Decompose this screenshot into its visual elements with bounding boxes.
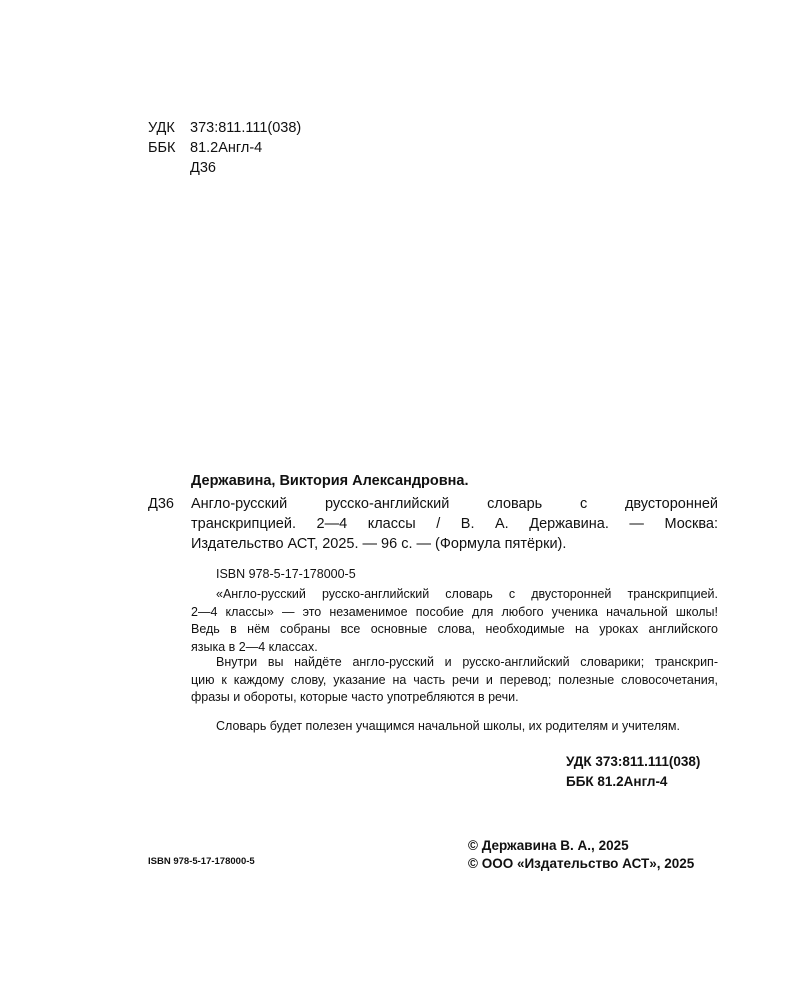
copyright-author: © Державина В. А., 2025: [468, 838, 629, 853]
bbk-row: [148, 138, 262, 158]
annotation-line: Ведь в нём собраны все основные слова, необходимые на уроках английского: [191, 622, 718, 636]
udk-label: УДК: [148, 120, 175, 136]
udk-row: [148, 118, 301, 138]
annotation-paragraph-1: [191, 586, 718, 656]
title-line: транскрипцией. 2—4 классы / В. А. Державина. — Москва:: [191, 516, 718, 532]
isbn-bottom: ISBN 978-5-17-178000-5: [148, 856, 255, 867]
catalog-mark: Д36: [148, 496, 174, 512]
annotation-paragraph-2: [191, 654, 718, 707]
title-description: [191, 494, 718, 554]
author-name: Державина, Виктория Александровна.: [191, 473, 469, 489]
title-line: Англо-русский русско-английский словарь с двусторонней: [191, 496, 718, 512]
bbk-bottom: ББК 81.2Англ-4: [566, 774, 668, 789]
annotation-line: цию к каждому слову, указание на часть речи и перевод; полезные словосочетания,: [191, 672, 718, 687]
annotation-line: Внутри вы найдёте англо-русский и русско-английский словарики; транскрип-: [216, 655, 718, 669]
udk-value: 373:811.111(038): [190, 120, 302, 136]
isbn: ISBN 978-5-17-178000-5: [216, 567, 356, 581]
title-line: Издательство АСТ, 2025. — 96 с. — (Формула пятёрки).: [191, 536, 567, 552]
author-mark: Д36: [190, 160, 216, 176]
annotation-line: «Англо-русский русско-английский словарь с двусторонней транскрипцией.: [216, 587, 718, 601]
udk-bottom: УДК 373:811.111(038): [566, 754, 701, 769]
annotation-line: 2—4 классы» — это незаменимое пособие для любого ученика начальной школы!: [191, 604, 718, 619]
bbk-label: ББК: [148, 140, 176, 156]
annotation-line: фразы и обороты, которые часто употребляются в речи.: [191, 690, 519, 704]
annotation-line: языка в 2—4 классах.: [191, 639, 318, 654]
author-mark-row: [148, 158, 216, 178]
bbk-value: 81.2Англ-4: [190, 140, 263, 156]
annotation-paragraph-3: Словарь будет полезен учащимся начальной школы, их родителям и учителям.: [216, 719, 680, 733]
copyright-publisher: © ООО «Издательство АСТ», 2025: [468, 856, 695, 871]
